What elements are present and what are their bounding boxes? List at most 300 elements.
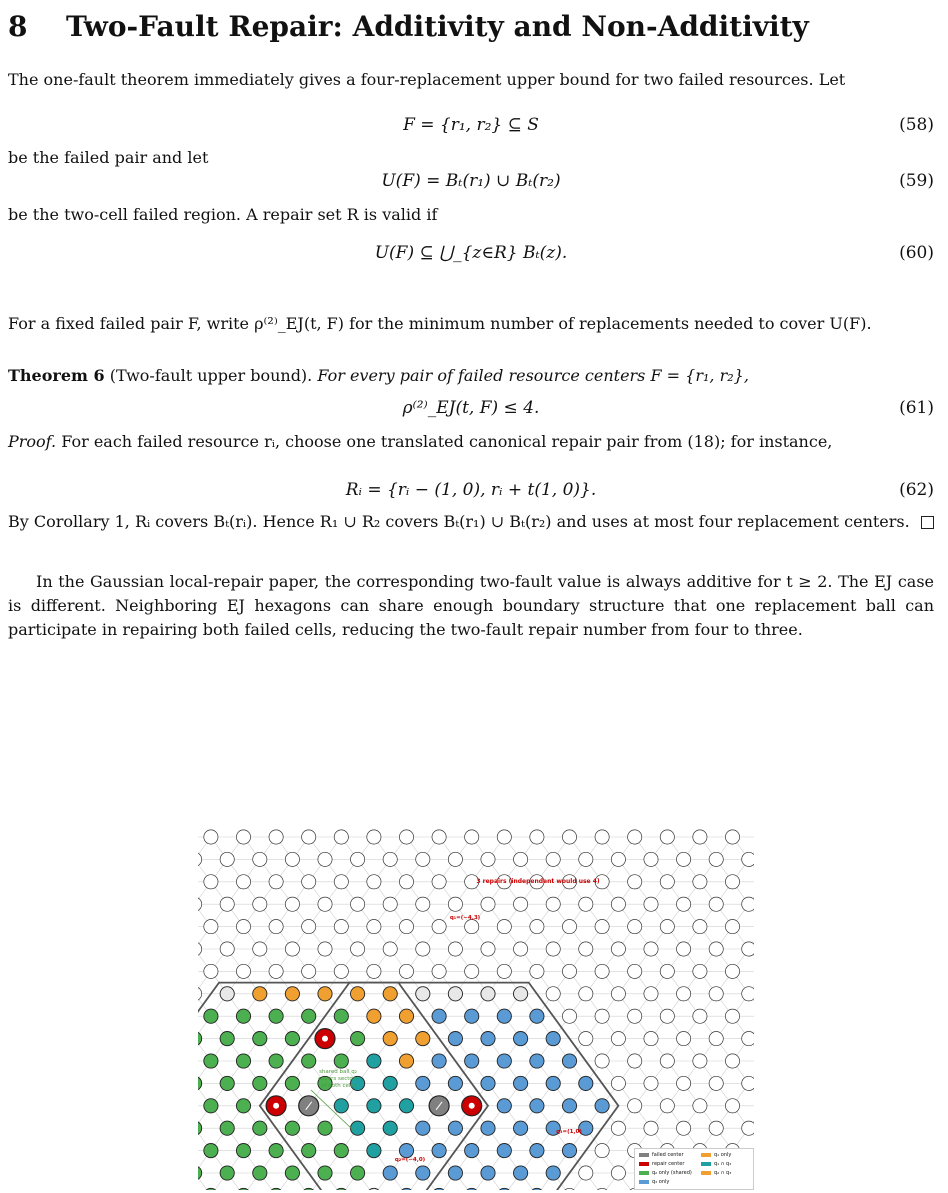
lattice-node [611, 1121, 625, 1135]
covered-node [253, 1076, 267, 1090]
lattice-node [465, 830, 479, 844]
lattice-node [709, 897, 723, 911]
lattice-node [204, 830, 218, 844]
lattice-node [269, 830, 283, 844]
covered-node [236, 1144, 250, 1158]
lattice-node [204, 920, 218, 934]
lattice-node [693, 1009, 707, 1023]
lattice-node [709, 942, 723, 956]
lattice-node [497, 964, 511, 978]
covered-node [399, 1099, 413, 1113]
covered-node [204, 1099, 218, 1113]
lattice-node [628, 1099, 642, 1113]
covered-node [302, 1144, 316, 1158]
covered-node [253, 1166, 267, 1180]
covered-node [497, 1099, 511, 1113]
lattice-node [236, 830, 250, 844]
lattice-node [644, 852, 658, 866]
shared-note-line-2: covers sectors [318, 1076, 358, 1082]
lattice-node [628, 1054, 642, 1068]
covered-node [253, 1121, 267, 1135]
paragraph-rho-definition: For a fixed failed pair F, write ρ⁽²⁾_EJ(t, F) for the minimum number of replacements needed to cover U(F). [8, 314, 872, 333]
lattice-node [693, 920, 707, 934]
lattice-node [709, 1121, 723, 1135]
lattice-node [660, 1009, 674, 1023]
covered-node [595, 1099, 609, 1113]
lattice-node [253, 942, 267, 956]
equation-62-tag: (62) [899, 480, 934, 500]
lattice-node [677, 897, 691, 911]
covered-node [399, 1144, 413, 1158]
lattice-node [481, 942, 495, 956]
legend-item-q1-q3: q₁ ∩ q₃ [701, 1161, 731, 1167]
lattice-node [677, 987, 691, 1001]
covered-node [562, 1099, 576, 1113]
legend-item-q2-only: q₂ only (shared) [639, 1170, 692, 1176]
repairs-annotation: 3 repairs (independent would use 4) [476, 878, 600, 885]
lattice-node [269, 875, 283, 889]
paragraph-failed-pair: be the failed pair and let [8, 148, 209, 167]
covered-node [198, 1166, 202, 1180]
lattice-node [383, 897, 397, 911]
proof-text: For each failed resource rᵢ, choose one translated canonical repair pair from (18); for instance, [61, 432, 833, 451]
lattice-node [416, 897, 430, 911]
covered-node [269, 1009, 283, 1023]
covered-node [269, 1144, 283, 1158]
lattice-node [269, 964, 283, 978]
lattice-node [465, 964, 479, 978]
lattice-node [302, 920, 316, 934]
lattice-node [448, 852, 462, 866]
covered-node [448, 987, 462, 1001]
lattice-node [742, 987, 754, 1001]
covered-node [448, 1121, 462, 1135]
lattice-figure-svg [198, 828, 754, 1190]
lattice-node [334, 830, 348, 844]
lattice-node [253, 852, 267, 866]
lattice-node [285, 897, 299, 911]
legend-item-q3-only: q₃ only [639, 1179, 669, 1185]
covered-node [497, 1009, 511, 1023]
covered-node [236, 1009, 250, 1023]
lattice-node [693, 875, 707, 889]
lattice-node [514, 942, 528, 956]
lattice-node [644, 987, 658, 1001]
lattice-node [351, 942, 365, 956]
legend-swatch [639, 1162, 649, 1166]
lattice-node [530, 964, 544, 978]
covered-node [416, 1166, 430, 1180]
lattice-node [432, 920, 446, 934]
covered-node [579, 1076, 593, 1090]
covered-node [416, 1121, 430, 1135]
lattice-node [220, 852, 234, 866]
lattice-node [611, 897, 625, 911]
lattice-node [198, 942, 202, 956]
covered-node [351, 987, 365, 1001]
lattice-node [644, 897, 658, 911]
lattice-node [198, 987, 202, 1001]
covered-node [351, 1032, 365, 1046]
covered-node [285, 987, 299, 1001]
lattice-node [725, 1054, 739, 1068]
lattice-node [611, 852, 625, 866]
covered-node [432, 1144, 446, 1158]
figure-two-fault-repair [198, 828, 754, 1190]
intro-paragraph: The one-fault theorem immediately gives a four-replacement upper bound for two failed resources. Let [8, 70, 846, 89]
legend-swatch [701, 1162, 711, 1166]
lattice-node [562, 920, 576, 934]
covered-node [351, 1166, 365, 1180]
lattice-node [236, 964, 250, 978]
equation-58-tag: (58) [899, 115, 934, 135]
covered-node [204, 1144, 218, 1158]
lattice-node [399, 920, 413, 934]
lattice-node [481, 897, 495, 911]
shared-note-line-1: shared ball q₂ [319, 1069, 357, 1075]
lattice-node [546, 987, 560, 1001]
covered-node [514, 1032, 528, 1046]
covered-node [562, 1054, 576, 1068]
lattice-node [595, 1144, 609, 1158]
covered-node [367, 1144, 381, 1158]
lattice-node [530, 920, 544, 934]
covered-node [530, 1009, 544, 1023]
section-number: 8 [8, 10, 28, 43]
lattice-node [742, 897, 754, 911]
lattice-node [562, 1009, 576, 1023]
covered-node [432, 1054, 446, 1068]
lattice-node [198, 897, 202, 911]
covered-node [448, 1166, 462, 1180]
covered-node [530, 1144, 544, 1158]
covered-node [514, 987, 528, 1001]
lattice-node [399, 964, 413, 978]
equation-61-body: ρ⁽²⁾_EJ(t, F) ≤ 4. [402, 398, 540, 418]
lattice-node [302, 964, 316, 978]
covered-node [269, 1054, 283, 1068]
covered-node [318, 987, 332, 1001]
covered-node [220, 1032, 234, 1046]
covered-node [481, 987, 495, 1001]
lattice-node [399, 875, 413, 889]
lattice-node [628, 830, 642, 844]
covered-node [220, 1166, 234, 1180]
lattice-node [693, 964, 707, 978]
covered-node [465, 1144, 479, 1158]
repair-center-dot [469, 1103, 475, 1109]
lattice-node [448, 897, 462, 911]
covered-node [302, 1054, 316, 1068]
covered-node [285, 1166, 299, 1180]
lattice-node [399, 830, 413, 844]
lattice-node [432, 964, 446, 978]
lattice-node [416, 852, 430, 866]
lattice-node [742, 1032, 754, 1046]
covered-node [318, 1121, 332, 1135]
equation-62 [8, 480, 934, 506]
lattice-node [416, 942, 430, 956]
lattice-node [465, 920, 479, 934]
covered-node [383, 1032, 397, 1046]
legend-item-q1-only: q₁ only [701, 1152, 731, 1158]
paragraph-corollary [8, 510, 934, 534]
lattice-node [579, 852, 593, 866]
lattice-node [693, 830, 707, 844]
covered-node [285, 1121, 299, 1135]
lattice-node [546, 942, 560, 956]
equation-62-body: Rᵢ = {rᵢ − (1, 0), rᵢ + t(1, 0)}. [345, 480, 597, 500]
lattice-node [595, 1009, 609, 1023]
equation-59-tag: (59) [899, 171, 934, 191]
covered-node [318, 1166, 332, 1180]
lattice-node [579, 897, 593, 911]
lattice-node [367, 875, 381, 889]
lattice-node [725, 920, 739, 934]
legend-swatch [639, 1153, 649, 1157]
covered-node [367, 1099, 381, 1113]
covered-node [383, 1166, 397, 1180]
covered-node [302, 1009, 316, 1023]
theorem-statement: For every pair of failed resource centers F = {r₁, r₂}, [317, 366, 749, 385]
lattice-node [595, 920, 609, 934]
equation-60 [8, 243, 934, 283]
lattice-node [497, 830, 511, 844]
lattice-node [660, 1054, 674, 1068]
covered-node [334, 1054, 348, 1068]
lattice-node [693, 1099, 707, 1113]
lattice-node [367, 830, 381, 844]
lattice-node [334, 920, 348, 934]
lattice-node [220, 942, 234, 956]
theorem-label: Theorem 6 [8, 366, 105, 385]
lattice-node [725, 1009, 739, 1023]
lattice-node [644, 1032, 658, 1046]
lattice-node [709, 987, 723, 1001]
q3-label: q₃=(1,0) [556, 1129, 582, 1135]
lattice-node [562, 964, 576, 978]
covered-node [383, 1076, 397, 1090]
lattice-node [351, 852, 365, 866]
equation-59-body: U(F) = Bₜ(r₁) ∪ Bₜ(r₂) [381, 171, 561, 191]
lattice-node [595, 1054, 609, 1068]
covered-node [351, 1121, 365, 1135]
covered-node [253, 987, 267, 1001]
equation-60-body: U(F) ⊆ ⋃_{z∈R} Bₜ(z). [374, 243, 568, 263]
lattice-node [693, 1054, 707, 1068]
lattice-node [660, 964, 674, 978]
covered-node [481, 1032, 495, 1046]
lattice-node [725, 1099, 739, 1113]
lattice-node [302, 830, 316, 844]
theorem-name: (Two-fault upper bound). [109, 366, 313, 385]
lattice-node [628, 1009, 642, 1023]
lattice-node [611, 1032, 625, 1046]
covered-node [448, 1032, 462, 1046]
section-title: Two-Fault Repair: Additivity and Non-Additivity [66, 10, 809, 43]
repair-center-dot [273, 1103, 279, 1109]
lattice-node [546, 897, 560, 911]
lattice-node [253, 897, 267, 911]
lattice-node [677, 942, 691, 956]
lattice-node [220, 897, 234, 911]
lattice-node [562, 830, 576, 844]
lattice-node [579, 1166, 593, 1180]
legend-item-repair: repair center [639, 1161, 684, 1167]
covered-node [416, 987, 430, 1001]
proof-paragraph [8, 430, 934, 454]
covered-node [546, 1076, 560, 1090]
lattice-node [334, 964, 348, 978]
covered-node [416, 1032, 430, 1046]
covered-node [514, 1166, 528, 1180]
lattice-node [481, 852, 495, 866]
lattice-node [236, 875, 250, 889]
lattice-node [611, 1076, 625, 1090]
proof-label: Proof. [8, 432, 57, 451]
equation-60-tag: (60) [899, 243, 934, 263]
covered-node [285, 1032, 299, 1046]
lattice-node [530, 830, 544, 844]
lattice-node [660, 830, 674, 844]
lattice-node [198, 852, 202, 866]
lattice-node [742, 1121, 754, 1135]
lattice-node [318, 852, 332, 866]
legend-swatch [639, 1180, 649, 1184]
lattice-node [318, 897, 332, 911]
covered-node [198, 1032, 202, 1046]
lattice-node [285, 942, 299, 956]
shared-note-line-3: of both cells [321, 1083, 355, 1089]
covered-node [220, 1121, 234, 1135]
covered-node [399, 1009, 413, 1023]
covered-node [481, 1121, 495, 1135]
covered-node [546, 1032, 560, 1046]
covered-node [285, 1076, 299, 1090]
covered-node [204, 1054, 218, 1068]
covered-node [220, 987, 234, 1001]
lattice-node [579, 942, 593, 956]
equation-58-body: F = {r₁, r₂} ⊆ S [403, 115, 539, 135]
lattice-node [432, 830, 446, 844]
lattice-node [628, 875, 642, 889]
lattice-node [514, 852, 528, 866]
lattice-node [725, 830, 739, 844]
covered-node [198, 1076, 202, 1090]
lattice-node [514, 897, 528, 911]
covered-node [416, 1076, 430, 1090]
covered-node [497, 1144, 511, 1158]
lattice-node [285, 852, 299, 866]
lattice-node [611, 942, 625, 956]
lattice-node [383, 852, 397, 866]
covered-node [448, 1076, 462, 1090]
lattice-node [677, 1076, 691, 1090]
lattice-node [204, 964, 218, 978]
covered-node [383, 987, 397, 1001]
covered-node [198, 1121, 202, 1135]
covered-node [204, 1009, 218, 1023]
lattice-node [595, 964, 609, 978]
legend-swatch [701, 1171, 711, 1175]
section-heading [8, 10, 809, 43]
q1-label: q₁=(−4,3) [449, 915, 481, 921]
covered-node [562, 1144, 576, 1158]
lattice-node [204, 875, 218, 889]
covered-node [514, 1076, 528, 1090]
covered-node [546, 1166, 560, 1180]
lattice-node [628, 964, 642, 978]
lattice-node [644, 1076, 658, 1090]
lattice-node [367, 920, 381, 934]
lattice-node [709, 1076, 723, 1090]
legend-item-q2-q3: q₂ ∩ q₃ [701, 1170, 731, 1176]
legend-item-failed: failed center [639, 1152, 684, 1158]
equation-61 [8, 398, 934, 424]
covered-node [253, 1032, 267, 1046]
figure-legend [634, 1148, 754, 1190]
lattice-node [677, 1121, 691, 1135]
covered-node [220, 1076, 234, 1090]
covered-node [383, 1121, 397, 1135]
lattice-node [269, 920, 283, 934]
covered-node [367, 1054, 381, 1068]
lattice-node [611, 1166, 625, 1180]
lattice-node [318, 942, 332, 956]
covered-node [481, 1076, 495, 1090]
lattice-node [677, 852, 691, 866]
covered-node [465, 1054, 479, 1068]
lattice-node [709, 852, 723, 866]
lattice-node [677, 1032, 691, 1046]
lattice-node [236, 920, 250, 934]
covered-node [465, 1009, 479, 1023]
paragraph-repair-valid: be the two-cell failed region. A repair set R is valid if [8, 205, 438, 224]
lattice-node [383, 942, 397, 956]
covered-node [481, 1166, 495, 1180]
lattice-node [660, 1099, 674, 1113]
covered-node [530, 1054, 544, 1068]
lattice-node [367, 964, 381, 978]
covered-node [530, 1099, 544, 1113]
lattice-node [644, 1121, 658, 1135]
paragraph-gaussian-comparison: In the Gaussian local-repair paper, the corresponding two-fault value is always additive for t ≥ 2. The EJ case is different. Neighboring EJ hexagons can share enough boundary structure that one replacement ball can participate in repairing both failed cells, reducing the two-fault repair number from four to three. [8, 572, 934, 639]
covered-node [514, 1121, 528, 1135]
covered-node [334, 1009, 348, 1023]
lattice-node [709, 1032, 723, 1046]
lattice-node [725, 875, 739, 889]
lattice-node [579, 987, 593, 1001]
covered-node [236, 1054, 250, 1068]
lattice-node [742, 1076, 754, 1090]
lattice-node [742, 852, 754, 866]
lattice-node [546, 852, 560, 866]
equation-61-tag: (61) [899, 398, 934, 418]
theorem-6 [8, 364, 934, 388]
lattice-node [742, 942, 754, 956]
lattice-node [628, 920, 642, 934]
equation-58 [8, 115, 934, 141]
legend-swatch [701, 1153, 711, 1157]
covered-node [432, 1009, 446, 1023]
corollary-text: By Corollary 1, Rᵢ covers Bₜ(rᵢ). Hence R₁ ∪ R₂ covers Bₜ(r₁) ∪ Bₜ(r₂) and uses at most four replacement centers. [8, 512, 910, 531]
legend-swatch [639, 1171, 649, 1175]
lattice-node [351, 897, 365, 911]
repair-center-dot [322, 1036, 328, 1042]
lattice-node [579, 1032, 593, 1046]
lattice-node [660, 920, 674, 934]
lattice-node [302, 875, 316, 889]
